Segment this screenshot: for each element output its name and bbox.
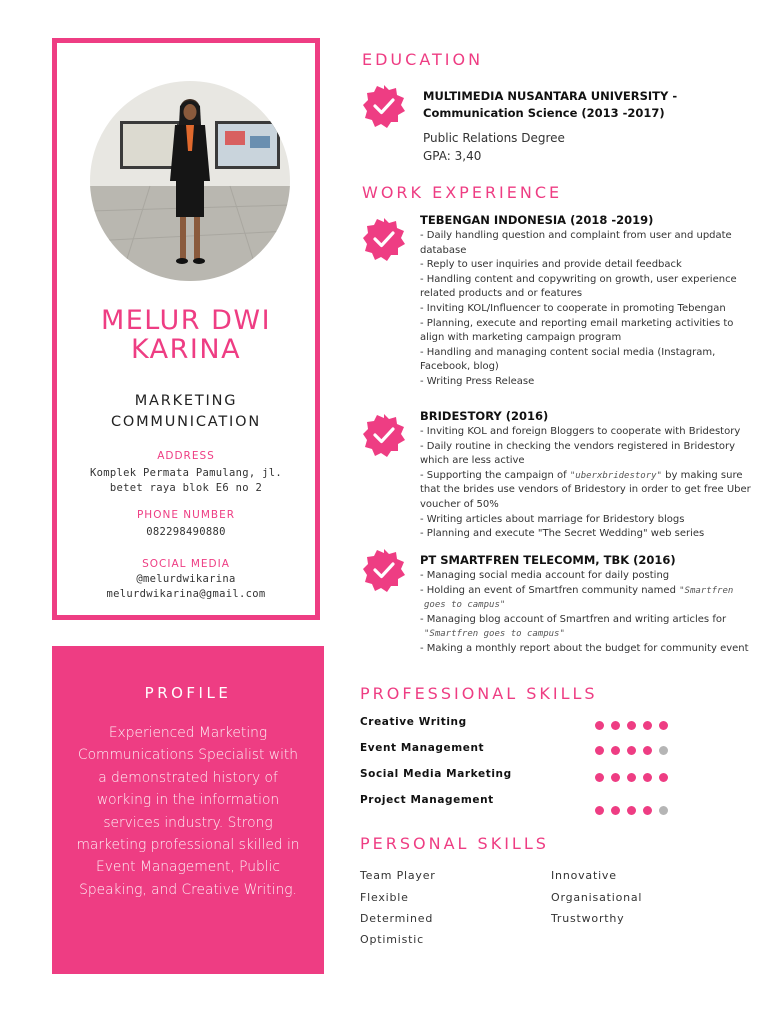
skill-name: Event Management bbox=[360, 742, 485, 754]
checkmark-badge-icon bbox=[362, 84, 406, 128]
job-entry-smartfren bbox=[420, 552, 765, 657]
education-heading: EDUCATION bbox=[362, 50, 484, 69]
job-line: - Daily handling question and complaint from user and update bbox=[420, 230, 732, 241]
rating-dot-filled bbox=[611, 806, 620, 815]
profile-photo bbox=[90, 81, 290, 281]
rating-dot-filled bbox=[643, 773, 652, 782]
school-line2: Communication Science (2013 -2017) bbox=[423, 106, 665, 120]
job-line-campaign bbox=[420, 469, 760, 484]
address-block bbox=[57, 449, 315, 496]
job-line: - Making a monthly report about the budget for community event bbox=[420, 642, 749, 654]
personal-skill-item: Team Player bbox=[360, 869, 436, 882]
email-address: melurdwikarina@gmail.com bbox=[106, 588, 266, 600]
skill-row bbox=[360, 794, 680, 812]
profile-text: Experienced Marketing Communications Specialist with a demonstrated history of working in the information services industry. Strong marketing professional skilled in Event Management, Public Speaking, and Creative Writing. bbox=[76, 725, 300, 898]
job-title bbox=[57, 391, 315, 433]
job-title-line1: MARKETING bbox=[134, 393, 238, 409]
job-line: that the brides use vendors of Bridestory in order to get free Uber bbox=[420, 484, 751, 496]
phone-label: PHONE NUMBER bbox=[136, 509, 236, 521]
skill-row bbox=[360, 742, 680, 760]
skill-row bbox=[360, 716, 680, 734]
skill-name: Creative Writing bbox=[360, 716, 467, 728]
person-name-line2: KARINA bbox=[130, 334, 242, 365]
checkmark-badge-icon bbox=[362, 413, 406, 457]
job-entry-bridestory bbox=[420, 408, 760, 542]
skill-row bbox=[360, 768, 680, 786]
skill-rating bbox=[595, 773, 668, 782]
job-line-event bbox=[420, 584, 765, 599]
job-title-line2: COMMUNICATION bbox=[110, 414, 261, 430]
rating-dot-filled bbox=[643, 806, 652, 815]
personal-skill-item: Organisational bbox=[551, 891, 643, 904]
skill-rating bbox=[595, 746, 668, 755]
professional-skills-heading: PROFESSIONAL SKILLS bbox=[360, 684, 598, 703]
rating-dot-filled bbox=[659, 721, 668, 730]
checkmark-badge-icon bbox=[362, 548, 406, 592]
degree-text: Public Relations Degree bbox=[423, 131, 565, 145]
address-label: ADDRESS bbox=[157, 450, 215, 462]
job-line: - Inviting KOL and foreign Bloggers to cooperate with Bridestory bbox=[420, 426, 741, 437]
profile-panel bbox=[52, 646, 324, 974]
social-handle: @melurdwikarina bbox=[136, 573, 236, 585]
job-line: - Planning, execute and reporting email marketing activities to bbox=[420, 317, 734, 329]
work-experience-heading: WORK EXPERIENCE bbox=[362, 183, 563, 202]
job-title-tebengan: TEBENGAN INDONESIA (2018 -2019) bbox=[420, 213, 654, 227]
social-label: SOCIAL MEDIA bbox=[142, 558, 230, 570]
gpa-text: GPA: 3,40 bbox=[423, 149, 482, 163]
rating-dot-filled bbox=[643, 746, 652, 755]
job-line: database bbox=[420, 244, 467, 256]
address-line1: Komplek Permata Pamulang, jl. bbox=[89, 467, 283, 479]
blog-quote: "Smartfren goes to campus" bbox=[424, 629, 565, 640]
phone-number: 082298490880 bbox=[146, 526, 226, 538]
job-line-event-cont bbox=[420, 598, 765, 613]
rating-dot-filled bbox=[595, 721, 604, 730]
job-line: related products and or features bbox=[420, 288, 583, 300]
rating-dot-filled bbox=[627, 746, 636, 755]
rating-dot-filled bbox=[627, 806, 636, 815]
job-line: - Planning and execute "The Secret Wedding" web series bbox=[420, 528, 705, 540]
job-line: which are less active bbox=[420, 455, 525, 467]
job-title-smartfren: PT SMARTFREN TELECOMM, TBK (2016) bbox=[420, 553, 676, 567]
campaign-prefix: - Supporting the campaign of bbox=[420, 469, 570, 481]
job-entry-tebengan bbox=[420, 212, 755, 390]
rating-dot-filled bbox=[627, 721, 636, 730]
social-block bbox=[57, 557, 315, 602]
rating-dot-filled bbox=[611, 773, 620, 782]
job-line: - Handling content and copywriting on growth, user experience bbox=[420, 273, 737, 285]
job-line-blog-quote bbox=[420, 627, 765, 642]
job-line: - Daily routine in checking the vendors registered in Bridestory bbox=[420, 440, 736, 452]
skill-rating bbox=[595, 721, 668, 730]
rating-dot-empty bbox=[659, 746, 668, 755]
job-line: - Writing Press Release bbox=[420, 375, 535, 387]
checkmark-badge-icon bbox=[362, 217, 406, 261]
job-title-bridestory: BRIDESTORY (2016) bbox=[420, 409, 549, 423]
rating-dot-filled bbox=[643, 721, 652, 730]
job-line: - Inviting KOL/Influencer to cooperate in promoting Tebengan bbox=[420, 302, 726, 314]
job-line: - Managing blog account of Smartfren and writing articles for bbox=[420, 613, 727, 625]
skill-name: Project Management bbox=[360, 794, 494, 806]
education-entry bbox=[423, 88, 723, 165]
personal-skill-item: Determined bbox=[360, 912, 434, 925]
rating-dot-filled bbox=[659, 773, 668, 782]
rating-dot-filled bbox=[611, 746, 620, 755]
job-line: voucher of 50% bbox=[420, 498, 499, 510]
rating-dot-filled bbox=[595, 806, 604, 815]
personal-skill-item: Optimistic bbox=[360, 933, 424, 946]
job-line: - Writing articles about marriage for Bridestory blogs bbox=[420, 513, 685, 525]
campaign-tail: by making sure bbox=[661, 469, 743, 481]
job-line: align with marketing campaign program bbox=[420, 332, 622, 344]
person-name bbox=[57, 306, 315, 364]
event-prefix: - Holding an event of Smartfren community named bbox=[420, 584, 680, 596]
job-line: - Handling and managing content social media (Instagram, bbox=[420, 346, 716, 358]
phone-block bbox=[57, 508, 315, 540]
personal-skill-item: Trustworthy bbox=[551, 912, 625, 925]
rating-dot-empty bbox=[659, 806, 668, 815]
skill-rating bbox=[595, 806, 668, 815]
rating-dot-filled bbox=[595, 746, 604, 755]
rating-dot-filled bbox=[595, 773, 604, 782]
profile-heading: PROFILE bbox=[144, 684, 232, 702]
job-line: - Managing social media account for daily posting bbox=[420, 570, 670, 581]
event-quote-part2: goes to campus" bbox=[424, 600, 506, 611]
personal-skill-item: Innovative bbox=[551, 869, 617, 882]
skill-name: Social Media Marketing bbox=[360, 768, 512, 780]
rating-dot-filled bbox=[627, 773, 636, 782]
person-name-line1: MELUR DWI bbox=[100, 305, 272, 336]
job-line: Facebook, blog) bbox=[420, 361, 499, 373]
address-line2: betet raya blok E6 no 2 bbox=[109, 482, 263, 494]
school-line1: MULTIMEDIA NUSANTARA UNIVERSITY - bbox=[423, 89, 678, 103]
contact-card bbox=[52, 38, 320, 620]
campaign-quote: "uberxbridestory" bbox=[569, 470, 662, 481]
event-quote-part1: "Smartfren bbox=[679, 585, 734, 596]
rating-dot-filled bbox=[611, 721, 620, 730]
personal-skill-item: Flexible bbox=[360, 891, 409, 904]
personal-skills-heading: PERSONAL SKILLS bbox=[360, 834, 549, 853]
job-line: - Reply to user inquiries and provide detail feedback bbox=[420, 259, 682, 271]
